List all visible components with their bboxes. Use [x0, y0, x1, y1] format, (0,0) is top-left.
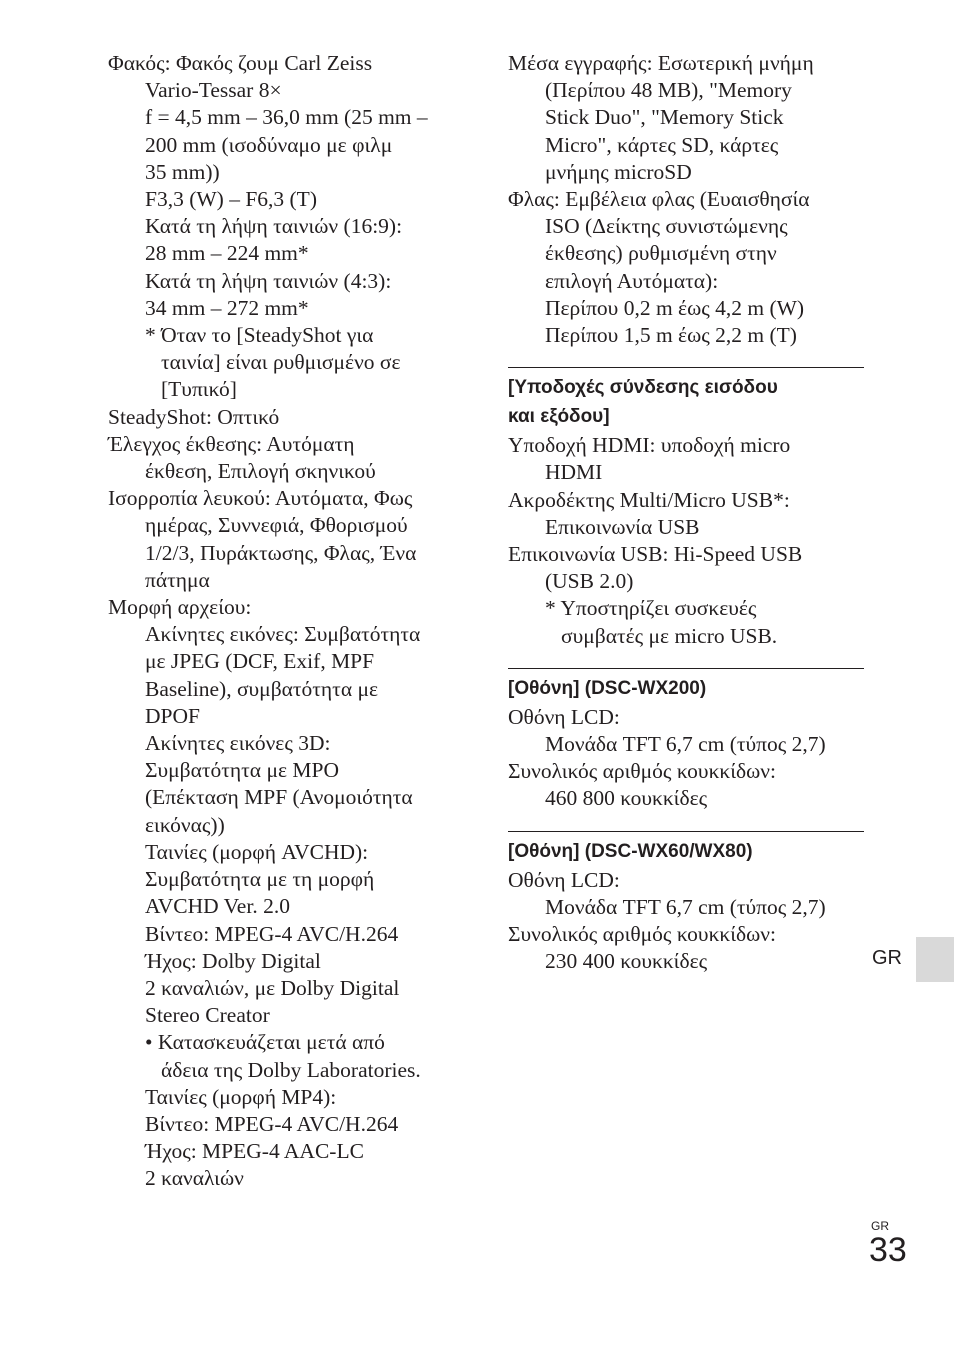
section-title	[508, 374, 864, 430]
spec-line: Vario-Tessar 8×	[145, 78, 282, 103]
spec-line: Κατά τη λήψη ταινιών (16:9):	[145, 214, 403, 239]
spec-line: 2 καναλιών, με Dolby Digital	[145, 975, 400, 1000]
spec-line: Βίντεο: MPEG-4 AVC/H.264	[145, 921, 399, 946]
section-body	[508, 867, 864, 976]
spec-line: Συμβατότητα με τη μορφή	[145, 867, 375, 892]
spec-line: πάτημα	[145, 567, 210, 592]
spec-line: * Όταν το [SteadyShot για	[145, 323, 374, 348]
spec-line: Βίντεο: MPEG-4 AVC/H.264	[145, 1111, 399, 1136]
spec-line: 200 mm (ισοδύναμο με φιλμ	[145, 132, 393, 157]
spec-line: Ακίνητες εικόνες: Συμβατότητα	[145, 622, 421, 647]
spec-line: 2 καναλιών	[145, 1166, 244, 1191]
spec-line: επιλογή Αυτόματα):	[545, 268, 719, 293]
page-language-code: GR	[871, 1219, 889, 1233]
spec-section	[508, 831, 864, 976]
spec-line: 1/2/3, Πυράκτωσης, Φλας, Ένα	[145, 540, 417, 565]
spec-line: Stereo Creator	[145, 1003, 270, 1028]
spec-line: HDMI	[545, 460, 603, 485]
spec-line: 34 mm – 272 mm*	[145, 295, 309, 320]
spec-line: Ακίνητες εικόνες 3D:	[145, 731, 331, 756]
spec-line: Micro", κάρτες SD, κάρτες	[545, 132, 779, 157]
spec-line: 35 mm))	[145, 159, 220, 184]
spec-line: Μονάδα TFT 6,7 cm (τύπος 2,7)	[545, 732, 826, 757]
spec-line: 28 mm – 224 mm*	[145, 241, 309, 266]
spec-line: ταινία] είναι ρυθμισμένο σε	[161, 350, 401, 375]
spec-line: μνήμης microSD	[545, 159, 692, 184]
spec-line: f = 4,5 mm – 36,0 mm (25 mm –	[145, 105, 428, 130]
spec-line: F3,3 (W) – F6,3 (T)	[145, 187, 317, 212]
spec-line: με JPEG (DCF, Exif, MPF	[145, 649, 375, 674]
spec-line: Συνολικός αριθμός κουκκίδων:	[508, 759, 777, 784]
spec-line: (Περίπου 48 MB), "Memory	[545, 78, 792, 103]
spec-line: Stick Duo", "Memory Stick	[545, 105, 784, 130]
spec-line: Φλας: Εμβέλεια φλας (Ευαισθησία	[508, 187, 810, 212]
section-title	[508, 675, 864, 702]
spec-line: εικόνας))	[145, 812, 225, 837]
spec-line: Ταινίες (μορφή AVCHD):	[145, 839, 369, 864]
spec-line: * Υποστηρίζει συσκευές	[545, 596, 757, 621]
spec-line: Μέσα εγγραφής: Εσωτερική μνήμη	[508, 51, 814, 75]
spec-line: ISO (Δείκτης συνιστώμενης	[545, 214, 788, 239]
spec-line: Επικοινωνία USB	[545, 514, 700, 539]
spec-line: 460 800 κουκκίδες	[545, 786, 708, 811]
spec-section	[508, 367, 864, 650]
spec-line: Μονάδα TFT 6,7 cm (τύπος 2,7)	[545, 894, 826, 919]
spec-line: Ήχος: MPEG-4 AAC-LC	[145, 1139, 364, 1164]
spec-line: Υποδοχή HDMI: υποδοχή micro	[508, 433, 791, 458]
spec-line: 230 400 κουκκίδες	[545, 949, 708, 974]
spec-line: Φακός: Φακός ζουμ Carl Zeiss	[108, 51, 373, 75]
spec-line: άδεια της Dolby Laboratories.	[161, 1057, 421, 1082]
spec-line: Ήχος: Dolby Digital	[145, 948, 321, 973]
section-body	[508, 704, 864, 813]
spec-line: Μορφή αρχείου:	[108, 595, 252, 620]
spec-line: [Τυπικό]	[161, 377, 237, 402]
right-column	[508, 50, 864, 975]
side-tab-block	[916, 937, 954, 982]
left-column	[108, 50, 468, 1193]
spec-line: Επικοινωνία USB: Hi-Speed USB	[508, 542, 803, 567]
spec-line: SteadyShot: Οπτικό	[108, 404, 280, 429]
spec-line: Baseline), συμβατότητα με	[145, 676, 379, 701]
spec-sections	[508, 367, 864, 975]
right-intro	[508, 50, 864, 349]
section-title-line: [Υποδοχές σύνδεσης εισόδου	[508, 377, 778, 399]
spec-line: έκθεσης) ρυθμισμένη στην	[545, 241, 777, 266]
spec-line: DPOF	[145, 703, 200, 728]
language-side-tab	[864, 937, 954, 982]
section-body	[508, 432, 864, 650]
section-title-line: [Οθόνη] (DSC-WX200)	[508, 677, 707, 699]
spec-line: Συνολικός αριθμός κουκκίδων:	[508, 922, 777, 947]
side-tab-label: GR	[872, 947, 902, 969]
spec-line: Οθόνη LCD:	[508, 867, 620, 892]
page-number: 33	[869, 1231, 907, 1269]
spec-line: Συμβατότητα με MPO	[145, 758, 339, 783]
spec-line: • Κατασκευάζεται μετά από	[145, 1030, 385, 1055]
spec-line: (Επέκταση MPF (Ανομοιότητα	[145, 785, 413, 810]
section-title-line: [Οθόνη] (DSC-WX60/WX80)	[508, 840, 753, 862]
spec-line: συμβατές με micro USB.	[561, 623, 778, 648]
spec-line: Περίπου 1,5 m έως 2,2 m (T)	[545, 323, 797, 348]
spec-line: Έλεγχος έκθεσης: Αυτόματη	[108, 431, 355, 456]
spec-line: Ακροδέκτης Multi/Micro USB*:	[508, 487, 790, 512]
spec-line: ημέρας, Συννεφιά, Φθορισμού	[145, 513, 408, 538]
spec-line: (USB 2.0)	[545, 569, 634, 594]
spec-line: Περίπου 0,2 m έως 4,2 m (W)	[545, 295, 805, 320]
spec-line: Κατά τη λήψη ταινιών (4:3):	[145, 268, 392, 293]
spec-line: Ταινίες (μορφή MP4):	[145, 1084, 337, 1109]
spec-line: AVCHD Ver. 2.0	[145, 894, 290, 919]
section-title	[508, 838, 864, 865]
spec-line: έκθεση, Επιλογή σκηνικού	[145, 459, 376, 484]
spec-line: Ισορροπία λευκού: Αυτόματα, Φως	[108, 486, 413, 511]
section-title-line: και εξόδου]	[508, 406, 610, 428]
spec-section	[508, 668, 864, 813]
spec-line: Οθόνη LCD:	[508, 704, 620, 729]
